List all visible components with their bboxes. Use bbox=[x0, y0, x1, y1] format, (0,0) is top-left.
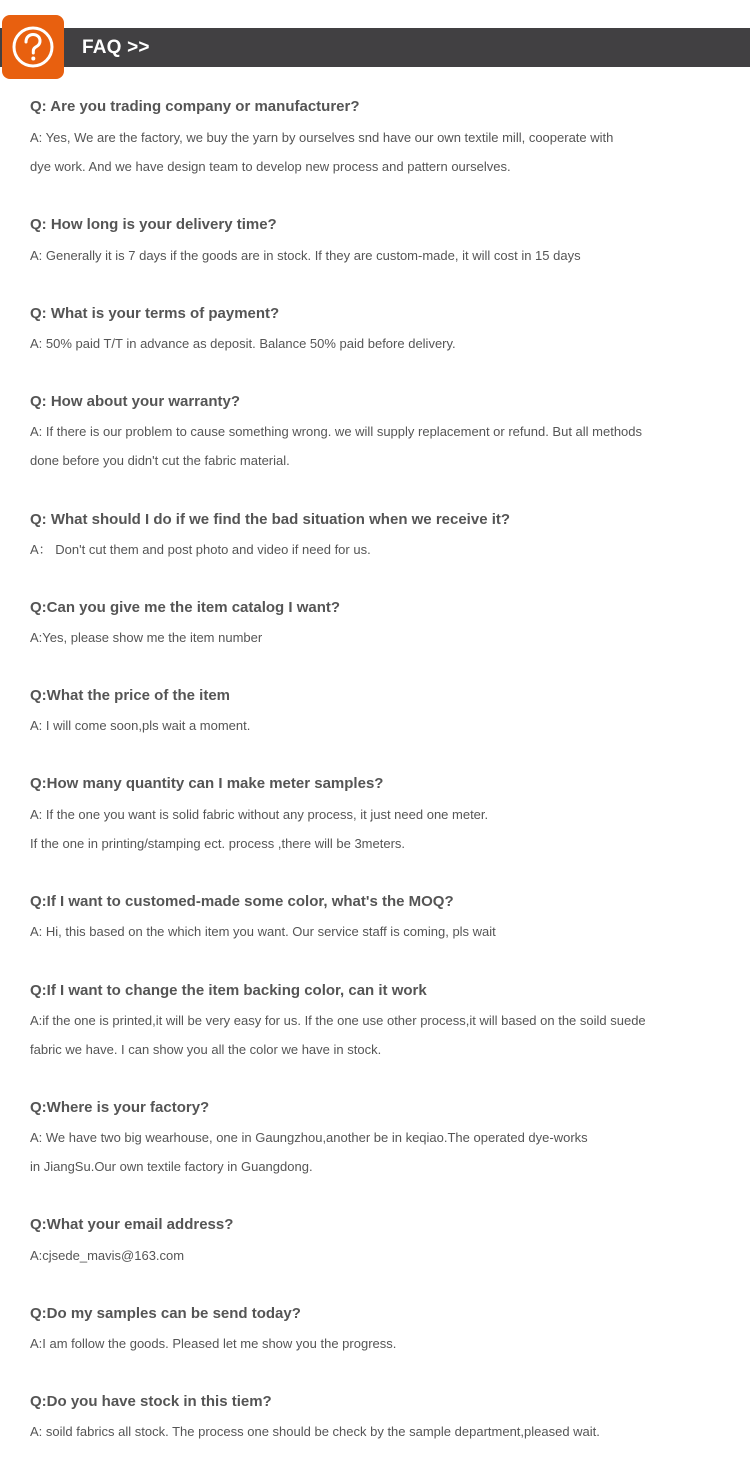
faq-question: Q:What your email address? bbox=[30, 1216, 234, 1233]
faq-question: Q:Do my samples can be send today? bbox=[30, 1305, 301, 1322]
faq-answer-line: A: If the one you want is solid fabric without any process, it just need one meter. bbox=[30, 807, 489, 822]
faq-answer-line: A: Yes, We are the factory, we buy the yarn by ourselves snd have our own textile mill, cooperate with bbox=[30, 130, 614, 145]
faq-question: Q:If I want to customed-made some color, what's the MOQ? bbox=[30, 893, 454, 910]
faq-answer-line: A:Yes, please show me the item number bbox=[30, 630, 263, 645]
faq-answer-line: A: Generally it is 7 days if the goods are in stock. If they are custom-made, it will cost in 15 days bbox=[30, 248, 581, 263]
faq-answer-line: fabric we have. I can show you all the color we have in stock. bbox=[30, 1042, 382, 1057]
faq-answer-line: A:if the one is printed,it will be very easy for us. If the one use other process,it will based on the soild suede bbox=[30, 1013, 646, 1028]
faq-answer-line: A: Hi, this based on the which item you want. Our service staff is coming, pls wait bbox=[30, 924, 496, 939]
faq-answer-line: done before you didn't cut the fabric material. bbox=[30, 453, 290, 468]
faq-question: Q:Where is your factory? bbox=[30, 1099, 210, 1116]
faq-question: Q: How long is your delivery time? bbox=[30, 216, 277, 233]
faq-question: Q:What the price of the item bbox=[30, 687, 231, 704]
faq-question: Q:Do you have stock in this tiem? bbox=[30, 1393, 272, 1410]
faq-question: Q:If I want to change the item backing color, can it work bbox=[30, 982, 427, 999]
faq-answer-line: A: 50% paid T/T in advance as deposit. Balance 50% paid before delivery. bbox=[30, 336, 456, 351]
question-mark-icon bbox=[11, 25, 55, 69]
faq-question: Q:How many quantity can I make meter samples? bbox=[30, 775, 384, 792]
faq-header bbox=[0, 0, 750, 80]
faq-answer-line: A: If there is our problem to cause something wrong. we will supply replacement or refund. But all methods bbox=[30, 424, 643, 439]
faq-question: Q: How about your warranty? bbox=[30, 393, 241, 410]
faq-answer-line: A: I will come soon,pls wait a moment. bbox=[30, 718, 251, 733]
faq-answer-line: A:I am follow the goods. Pleased let me show you the progress. bbox=[30, 1336, 397, 1351]
faq-answer-line: in JiangSu.Our own textile factory in Guangdong. bbox=[30, 1159, 313, 1174]
faq-question: Q: What should I do if we find the bad situation when we receive it? bbox=[30, 511, 511, 528]
faq-answer-line: A:cjsede_mavis@163.com bbox=[30, 1248, 185, 1263]
faq-answer-line: A： Don't cut them and post photo and video if need for us. bbox=[30, 542, 371, 557]
page-title: FAQ >> bbox=[82, 37, 150, 58]
faq-answer-line: If the one in printing/stamping ect. process ,there will be 3meters. bbox=[30, 836, 406, 851]
faq-answer-line: A: soild fabrics all stock. The process one should be check by the sample department,pleased wait. bbox=[30, 1424, 600, 1439]
faq-question: Q:Can you give me the item catalog I want? bbox=[30, 599, 341, 616]
faq-question: Q: What is your terms of payment? bbox=[30, 305, 280, 322]
question-mark-badge bbox=[2, 15, 64, 79]
faq-question: Q: Are you trading company or manufacturer? bbox=[30, 98, 360, 115]
faq-answer-line: A: We have two big wearhouse, one in Gaungzhou,another be in keqiao.The operated dye-works bbox=[30, 1130, 588, 1145]
faq-answer-line: dye work. And we have design team to develop new process and pattern ourselves. bbox=[30, 159, 511, 174]
